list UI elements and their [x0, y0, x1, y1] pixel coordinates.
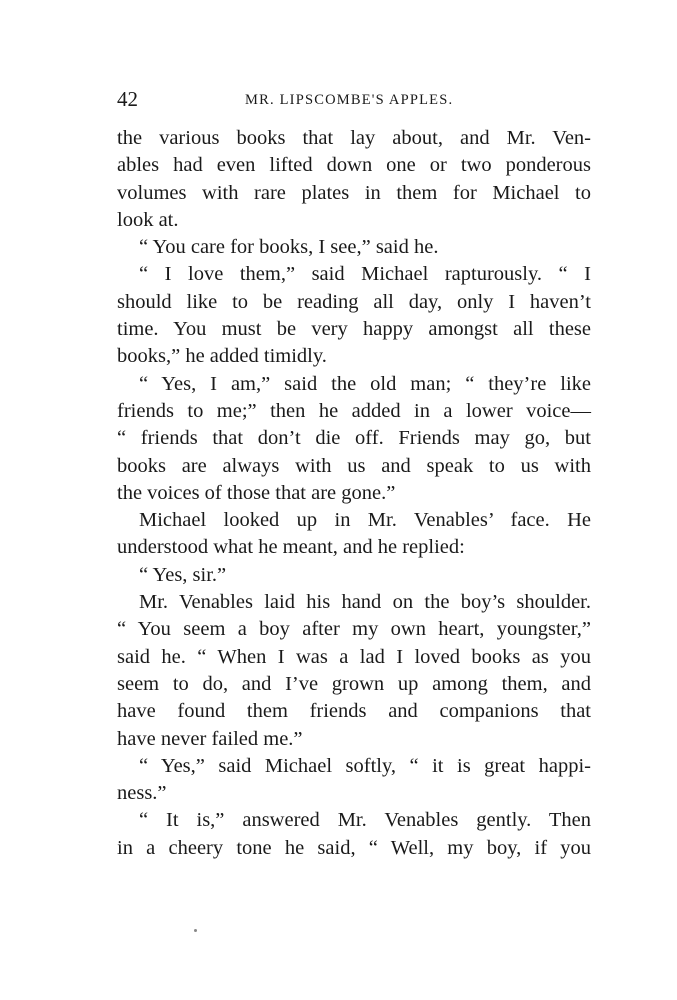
text-line: “ Yes, I am,” said the old man; “ they’re like [139, 372, 591, 395]
text-line: time. You must be very happy amongst all these [117, 318, 591, 341]
text-line: books,” he added timidly. [117, 345, 327, 368]
text-line: understood what he meant, and he replied: [117, 536, 465, 559]
text-line: volumes with rare plates in them for Michael to [117, 181, 591, 204]
text-line: ness.” [117, 782, 167, 805]
text-line: “ It is,” answered Mr. Venables gently. Then [139, 809, 591, 832]
text-line: ables had even lifted down one or two ponderous [117, 154, 591, 177]
text-line: seem to do, and I’ve grown up among them, and [117, 672, 591, 695]
text-line: books are always with us and speak to us with [117, 454, 591, 477]
page-number: 42 [117, 87, 138, 111]
text-line: friends to me;” then he added in a lower voice— [117, 399, 591, 422]
paper-speck [194, 929, 197, 932]
text-line: “ Yes,” said Michael softly, “ it is great happi- [139, 754, 591, 777]
text-line: “ I love them,” said Michael rapturously. “ I [139, 263, 591, 286]
page-header [117, 86, 591, 112]
text-line: the various books that lay about, and Mr. Ven- [117, 127, 591, 149]
text-line: in a cheery tone he said, “ Well, my boy, if you [117, 836, 591, 859]
body-text [117, 125, 591, 862]
text-line: said he. “ When I was a lad I loved books as you [117, 645, 591, 668]
text-line: “ Yes, sir.” [139, 563, 227, 586]
text-line: should like to be reading all day, only I haven’t [117, 290, 591, 313]
text-line: Mr. Venables laid his hand on the boy’s shoulder. [139, 591, 591, 614]
text-line: “ You seem a boy after my own heart, youngster,” [117, 618, 591, 641]
text-line: Michael looked up in Mr. Venables’ face. He [139, 509, 591, 532]
text-line: “ friends that don’t die off. Friends may go, but [117, 427, 591, 450]
text-line: “ You care for books, I see,” said he. [139, 236, 439, 259]
running-title: MR. LIPSCOMBE'S APPLES. [245, 92, 454, 108]
text-line: have found them friends and companions that [117, 700, 591, 723]
text-line: look at. [117, 208, 179, 231]
text-line: the voices of those that are gone.” [117, 481, 396, 504]
text-line: have never failed me.” [117, 727, 303, 750]
